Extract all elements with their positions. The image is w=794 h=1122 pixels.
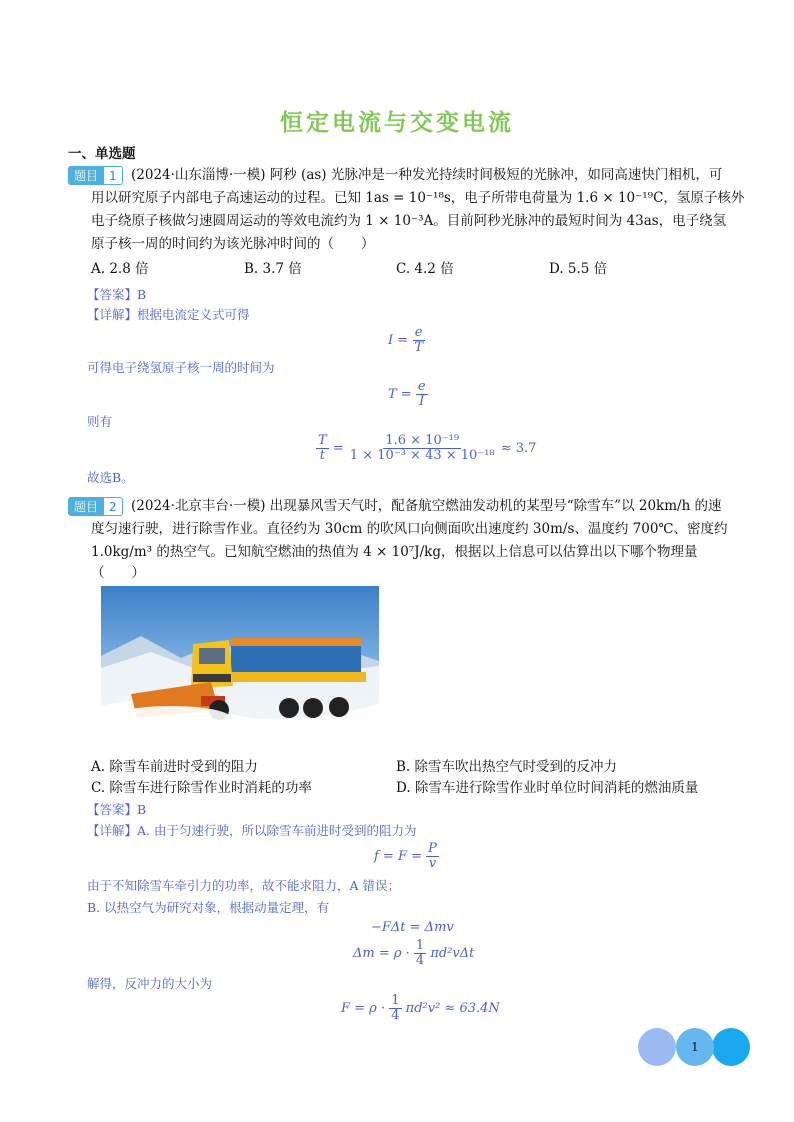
document-title: 恒定电流与交变电流 <box>280 110 514 136</box>
q2-detail-a2: 由于不知除雪车牵引力的功率，故不能求阻力，A 错误； <box>87 878 401 893</box>
q1-answer: 【答案】B <box>87 287 147 302</box>
q2-option-a: A. 除雪车前进时受到的阻力 <box>91 759 258 775</box>
question-tag-label: 题目 <box>68 497 104 516</box>
question-tag-label: 题目 <box>68 166 104 185</box>
q2-option-d: D. 除雪车进行除雪作业时单位时间消耗的燃油质量 <box>396 780 699 796</box>
formula-denominator: v <box>428 856 437 871</box>
q2-formula-mass <box>353 939 474 968</box>
question-number: 1 <box>104 166 123 185</box>
q2-formula-momentum: −FΔt = Δmv <box>371 920 454 935</box>
page-decor-circle <box>712 1028 750 1066</box>
formula-tail: πd²vΔt <box>430 946 475 961</box>
formula-result: ≈ 3.7 <box>500 441 537 456</box>
formula-lhs: F = ρ · <box>341 1001 386 1016</box>
formula-numerator: 1 <box>391 993 400 1008</box>
formula-numerator: P <box>428 841 437 856</box>
q1-formula-current <box>388 326 425 355</box>
q2-stem-line-3: 1.0kg/m³ 的热空气。已知航空燃油的热值为 4 × 10⁷J/kg，根据以上信息可以估算出以下哪个物理量 <box>91 544 698 560</box>
q2-stem-line-1: (2024·北京丰台·一模) 出现暴风雪天气时，配备航空燃油发动机的某型号“除雪车”以 20km/h 的速 <box>131 498 722 514</box>
q1-option-d: D. 5.5 倍 <box>549 261 608 277</box>
q2-option-c: C. 除雪车进行除雪作业时消耗的功率 <box>91 780 312 796</box>
q1-detail-intro: 【详解】根据电流定义式可得 <box>87 307 250 322</box>
formula-lhs: Δm = ρ · <box>353 946 410 961</box>
snowplow-truck-image <box>101 586 379 744</box>
formula-numerator: T <box>318 433 327 448</box>
q1-formula-ratio: $\frac{T}{t}$ = $\frac{\text{1.6 × 10⁻¹⁹}}{\text{1 × 10⁻³ × 43 × 10⁻¹⁸}}$ ≈ 3.7 <box>318 433 537 463</box>
q1-option-a: A. 2.8 倍 <box>91 261 149 277</box>
formula-tail: πd²v² ≈ 63.4N <box>405 1001 500 1016</box>
formula-denominator: 1 × 10⁻³ × 43 × 10⁻¹⁸ <box>349 448 495 463</box>
q2-formula-recoil <box>341 994 500 1023</box>
formula-denominator: 4 <box>415 953 425 968</box>
q1-stem-line-2: 用以研究原子内部电子高速运动的过程。已知 1as = 10⁻¹⁸s，电子所带电荷量为 1.6 × 10⁻¹⁹C，氢原子核外 <box>91 190 745 206</box>
formula-numerator: 1 <box>415 938 425 953</box>
formula-denominator: T <box>414 340 423 355</box>
question-tag-2 <box>68 497 123 516</box>
q2-detail-a: 【详解】A. 由于匀速行驶，所以除雪车前进时受到的阻力为 <box>87 823 417 838</box>
q1-stem-line-4: 原子核一周的时间约为该光脉冲时间的（ ） <box>91 236 375 252</box>
q1-option-c: C. 4.2 倍 <box>396 261 454 277</box>
formula-denominator: t <box>319 448 325 463</box>
q2-detail-b: B. 以热空气为研究对象，根据动量定理，有 <box>87 900 330 915</box>
q1-formula-period <box>388 380 428 409</box>
q2-stem-line-4: （ ） <box>91 565 145 581</box>
q1-conclusion: 故选B。 <box>87 470 134 485</box>
page-number: 1 <box>676 1028 714 1066</box>
question-number: 2 <box>104 497 123 516</box>
formula-lhs: T = <box>388 387 412 402</box>
question-tag-1 <box>68 166 123 185</box>
formula-numerator: e <box>417 379 426 394</box>
formula-denominator: I <box>419 394 425 409</box>
q1-stem-line-1: (2024·山东淄博·一模) 阿秒 (as) 光脉冲是一种发光持续时间极短的光脉冲，如同高速快门相机，可 <box>131 167 723 183</box>
formula-numerator: 1.6 × 10⁻¹⁹ <box>385 433 460 448</box>
formula-denominator: 4 <box>391 1008 400 1023</box>
q1-option-b: B. 3.7 倍 <box>244 261 302 277</box>
q1-detail-text-3: 则有 <box>87 414 113 429</box>
q2-option-b: B. 除雪车吹出热空气时受到的反冲力 <box>396 759 618 775</box>
formula-numerator: e <box>414 325 423 340</box>
q1-detail-text-2: 可得电子绕氢原子核一周的时间为 <box>87 360 275 375</box>
formula-lhs: f = F = <box>374 849 423 864</box>
page-decor-circle <box>638 1028 676 1066</box>
q1-stem-line-3: 电子绕原子核做匀速圆周运动的等效电流约为 1 × 10⁻³A。目前阿秒光脉冲的最短时间为 43as，电子绕氢 <box>91 213 727 229</box>
formula-lhs: I = <box>388 333 409 348</box>
q2-detail-b2: 解得，反冲力的大小为 <box>87 976 213 991</box>
q2-stem-line-2: 度匀速行驶，进行除雪作业。直径约为 30cm 的吹风口向侧面吹出速度约 30m/s、温度约 700℃、密度约 <box>91 521 728 537</box>
section-heading: 一、单选题 <box>68 146 136 162</box>
q2-answer: 【答案】B <box>87 802 147 817</box>
q2-formula-resistance <box>374 842 439 871</box>
